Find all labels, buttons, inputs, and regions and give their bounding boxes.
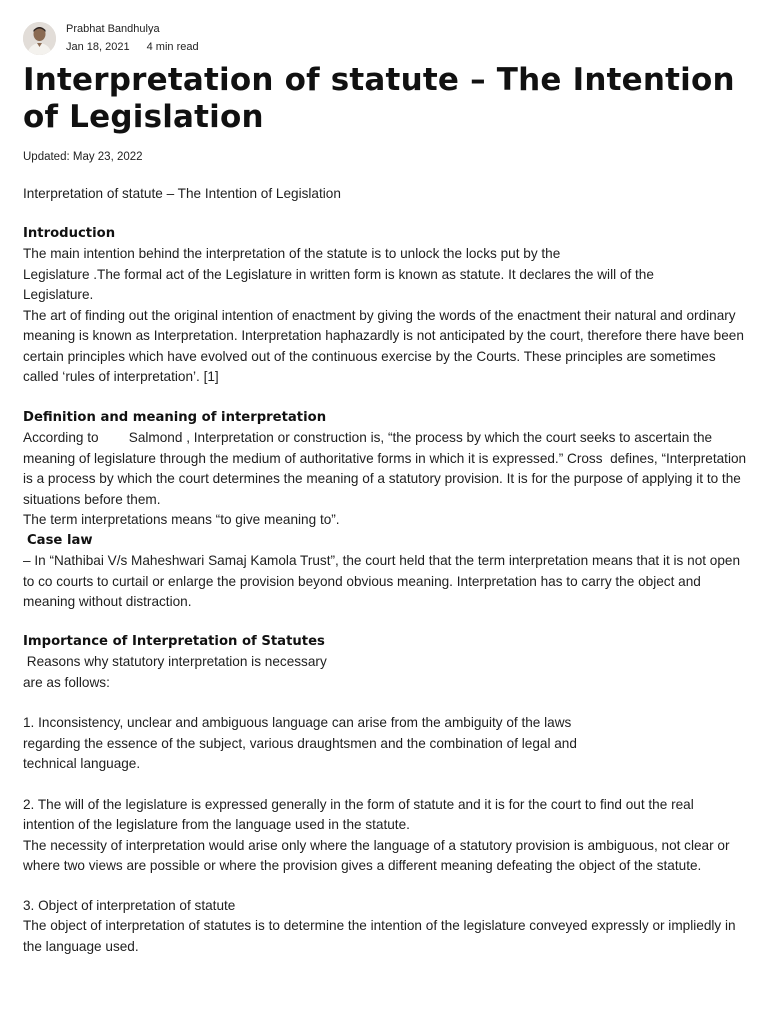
intro-line: Legislature.: [23, 287, 94, 302]
intro-line: Legislature .The formal act of the Legislature in written form is known as statute. It declares the will of the: [23, 266, 654, 282]
case-law-paragraph: – In “Nathibai V/s Maheshwari Samaj Kamola Trust”, the court held that the term interpretation means that it is not open to co courts to curtail or enlarge the provision beyond obvious meaning. Interpretation has to carry the object and meaning without distraction.: [23, 553, 741, 609]
importance-intro-line: Reasons why statutory interpretation is necessary: [23, 654, 327, 669]
publish-date: Jan 18, 2021: [66, 41, 130, 53]
section-heading-case-law: Case law: [27, 532, 93, 548]
importance-intro-line: are as follows:: [23, 674, 110, 690]
point-1-line: 1. Inconsistency, unclear and ambiguous language can arise from the ambiguity of the laws: [23, 715, 572, 730]
point-3-paragraph: The object of interpretation of statutes is to determine the intention of the legislature conveyed expressly or impliedly in the language used.: [23, 918, 736, 954]
author-block: [23, 20, 199, 56]
person-icon: [23, 22, 56, 55]
section-heading-introduction: Introduction: [23, 225, 116, 241]
point-2-paragraph-1: 2. The will of the legislature is expressed generally in the form of statute and it is for the court to find out the real intention of the legislature from the language used in the statute.: [23, 796, 694, 832]
intro-line: The main intention behind the interpretation of the statute is to unlock the locks put by the: [23, 246, 561, 261]
article-title: Interpretation of statute – The Intention of Legislation: [23, 62, 735, 135]
read-time: 4 min read: [146, 41, 199, 53]
point-3-heading: 3. Object of interpretation of statute: [23, 897, 236, 913]
point-2-paragraph-2: The necessity of interpretation would arise only where the language of a statutory provision is ambiguous, not clear or where two views are possible or where the provision gives a different meaning defeating the object of the statute.: [23, 837, 730, 873]
section-heading-definition: Definition and meaning of interpretation: [23, 409, 327, 425]
section-heading-importance: Importance of Interpretation of Statutes: [23, 633, 325, 649]
point-1-line: technical language.: [23, 756, 141, 771]
avatar[interactable]: [23, 22, 56, 55]
definition-paragraph-1: According to Salmond , Interpretation or construction is, “the process by which the court seeks to ascertain the meaning of legislature through the medium of authoritative forms in which it is expressed.” Cross defines, “Interpretation is a process by which the court determines the meaning of a statutory provision. It is for the purpose of applying it to the situations before them.: [23, 430, 750, 507]
intro-paragraph-2: The art of finding out the original intention of enactment by giving the words of the enactment their natural and ordinary meaning is known as Interpretation. Interpretation haphazardly is not anticipated by the court, therefore there have been certain principles which have evolved out of the continuous exercise by the Courts. These principles are sometimes called ‘rules of interpretation’. [1]: [23, 307, 744, 384]
article-body: [23, 184, 748, 957]
article-subtitle: Interpretation of statute – The Intention of Legislation: [23, 186, 341, 201]
author-name[interactable]: Prabhat Bandhulya: [66, 23, 160, 35]
definition-paragraph-2: The term interpretations means “to give meaning to”.: [23, 512, 340, 527]
updated-date: Updated: May 23, 2022: [23, 151, 143, 163]
point-1-line: regarding the essence of the subject, various draughtsmen and the combination of legal and: [23, 735, 577, 751]
